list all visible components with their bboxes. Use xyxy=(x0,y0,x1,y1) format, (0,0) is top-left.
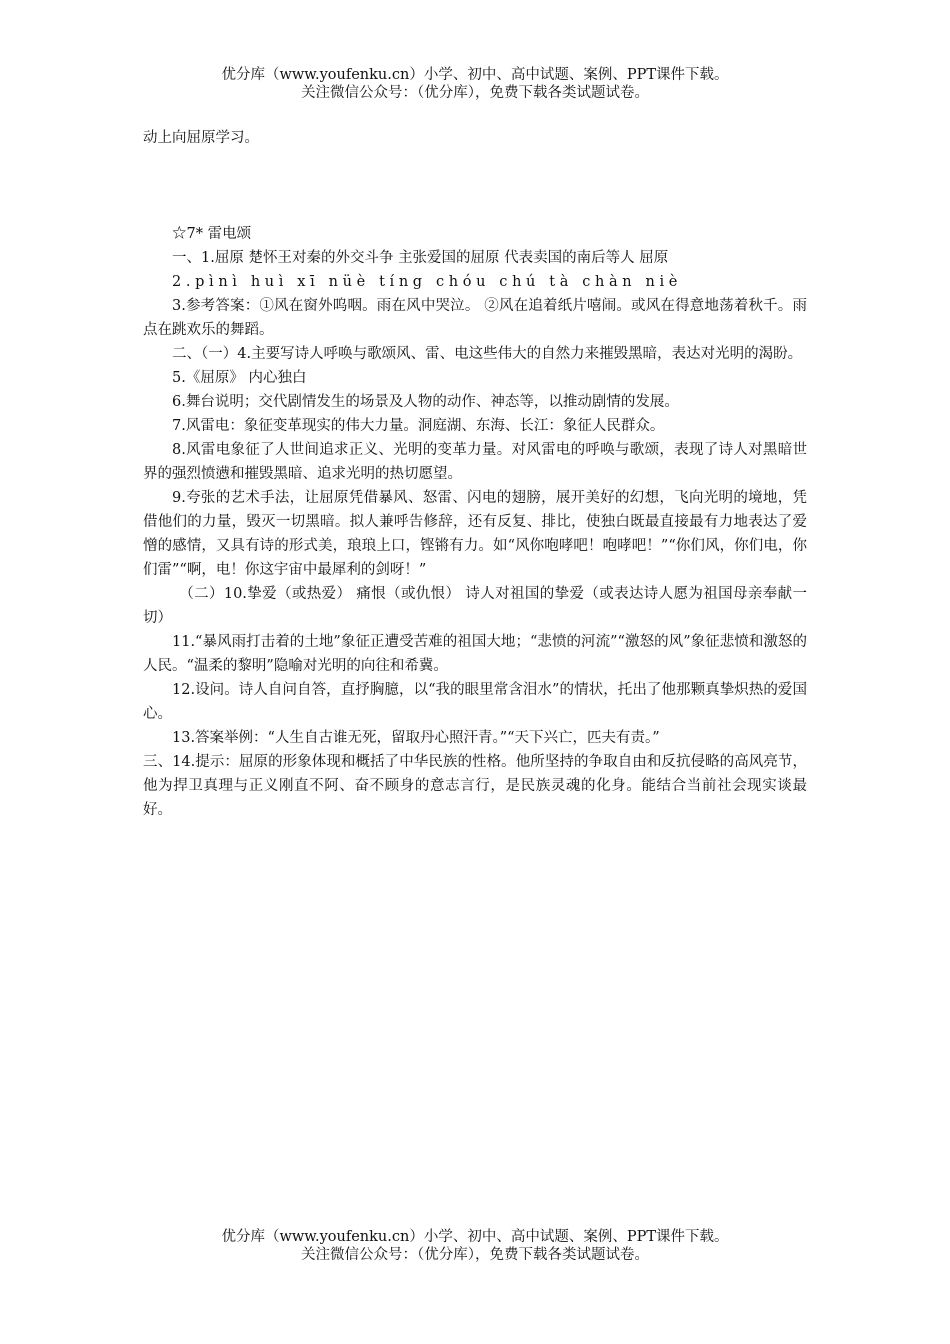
answer-8: 8.风雷电象征了人世间追求正义、光明的变革力量。对风雷电的呼唤与歌颂，表现了诗人对黑暗世界的强烈愤懑和摧毁黑暗、追求光明的热切愿望。 xyxy=(143,442,807,482)
answer-11: 11.“暴风雨打击着的土地”象征正遭受苦难的祖国大地；“悲愤的河流”“激怒的风”象征悲愤和激怒的人民。“温柔的黎明”隐喻对光明的向往和希冀。 xyxy=(143,634,807,674)
answer-12: 12.设问。诗人自问自答，直抒胸臆，以“我的眼里常含泪水”的情状，托出了他那颗真挚炽热的爱国心。 xyxy=(143,682,807,722)
answer-1: 一、1.屈原 楚怀王对秦的外交斗争 主张爱国的屈原 代表卖国的南后等人 屈原 xyxy=(172,250,669,266)
answer-10: （二）10.挚爱（或热爱） 痛恨（或仇恨） 诗人对祖国的挚爱（或表达诗人愿为祖国母亲奉献一切） xyxy=(143,586,807,626)
answer-13: 13.答案举例：“人生自古谁无死，留取丹心照汗青。”“天下兴亡，匹夫有责。” xyxy=(172,730,660,746)
answer-7: 7.风雷电：象征变革现实的伟大力量。洞庭湖、东海、长江：象征人民群众。 xyxy=(172,418,665,434)
answer-5: 5.《屈原》 内心独白 xyxy=(172,370,307,386)
document-body xyxy=(143,126,807,822)
answer-9: 9.夸张的艺术手法，让屈原凭借暴风、怒雷、闪电的翅膀，展开美好的幻想，飞向光明的境地，凭借他们的力量，毁灭一切黑暗。拟人兼呼告修辞，还有反复、排比，使独白既最直接最有力地表达了爱憎的感情，又具有诗的形式美，琅琅上口，铿锵有力。如“风你咆哮吧！咆哮吧！”“你们风，你们电，你们雷”“啊，电！你这宇宙中最犀利的剑呀！” xyxy=(143,490,807,578)
answer-14: 三、14.提示：屈原的形象体现和概括了中华民族的性格。他所坚持的争取自由和反抗侵略的高风亮节，他为捍卫真理与正义刚直不阿、奋不顾身的意志言行，是民族灵魂的化身。能结合当前社会现实谈最好。 xyxy=(143,754,807,818)
answer-2-pinyin: 2.pìnì huì xī nüè tíng chóu chú tà chàn niè xyxy=(172,274,683,290)
footer-line-2: 关注微信公众号：（优分库），免费下载各类试题试卷。 xyxy=(301,1247,649,1263)
carryover-text: 动上向屈原学习。 xyxy=(143,130,259,146)
answer-4: 二、（一）4.主要写诗人呼唤与歌颂风、雷、电这些伟大的自然力来摧毁黑暗，表达对光明的渴盼。 xyxy=(172,346,803,362)
section-title: ☆7* 雷电颂 xyxy=(172,226,252,242)
footer-line-1: 优分库（www.youfenku.cn）小学、初中、高中试题、案例、PPT课件下载。 xyxy=(221,1229,729,1245)
page-header xyxy=(0,66,950,102)
page-footer xyxy=(0,1228,950,1264)
header-line-2: 关注微信公众号：（优分库），免费下载各类试题试卷。 xyxy=(301,85,649,101)
header-line-1: 优分库（www.youfenku.cn）小学、初中、高中试题、案例、PPT课件下载。 xyxy=(221,67,729,83)
answer-6: 6.舞台说明；交代剧情发生的场景及人物的动作、神态等，以推动剧情的发展。 xyxy=(172,394,679,410)
answer-3: 3.参考答案：①风在窗外呜咽。雨在风中哭泣。 ②风在追着纸片嘻闹。或风在得意地荡着秋千。雨点在跳欢乐的舞蹈。 xyxy=(143,298,807,338)
